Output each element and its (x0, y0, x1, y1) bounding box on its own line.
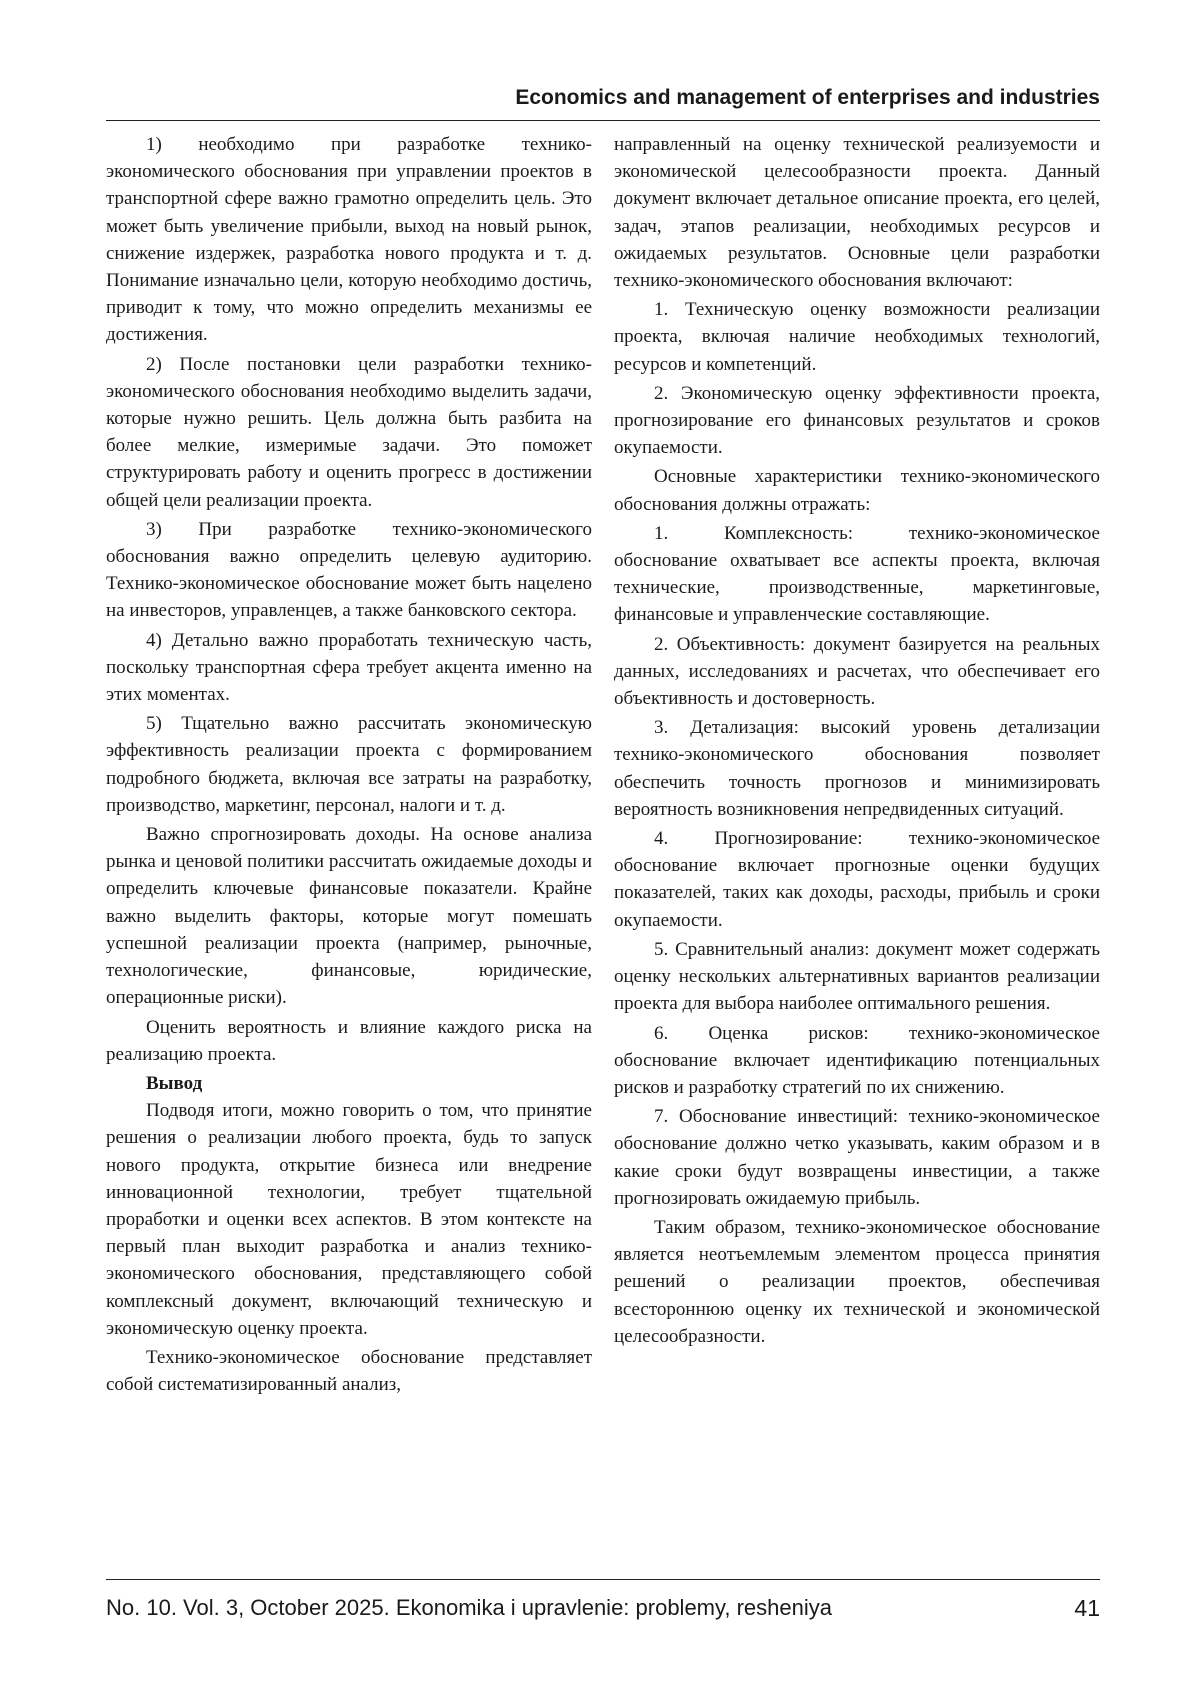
left-column (106, 131, 592, 1400)
list-item: 4. Прогнозирование: технико-экономическое обоснование включает прогнозные оценки будущих показателей, таких как доходы, расходы, прибыль и сроки окупаемости. (614, 828, 1100, 931)
list-item: 5. Сравнительный анализ: документ может содержать оценку нескольких альтернативных вариантов реализации проекта для выбора наиболее оптимального решения. (614, 938, 1100, 1015)
paragraph-continuation: направленный на оценку технической реализуемости и экономической целесообразности проекта. Данный документ включает детальное описание проекта, его целей, задач, этапов реализации, необходимых ресурсов и ожидаемых результатов. Основные цели разработки технико-экономического обоснования включают: (614, 134, 1100, 292)
list-item: 7. Обоснование инвестиций: технико-экономическое обоснование должно четко указывать, каким образом и в какие сроки будут возвращены инвестиции, а также прогнозировать ожидаемую прибыль. (614, 1106, 1100, 1209)
right-column (614, 131, 1100, 1352)
paragraph: Важно спрогнозировать доходы. На основе анализа рынка и ценовой политики рассчитать ожидаемые доходы и определить ключевые финансовые показатели. Крайне важно выделить факторы, которые могут помешать успешной реализации проекта (например, рыночные, технологические, финансовые, юридические, операционные риски). (106, 824, 592, 1009)
running-title: Economics and management of enterprises and industries (515, 86, 1100, 109)
list-item: 3. Детализация: высокий уровень детализации технико-экономического обоснования позволяет обеспечить точность прогнозов и минимизировать вероятность возникновения непредвиденных ситуаций. (614, 717, 1100, 820)
footer-rule (106, 1579, 1100, 1580)
paragraph: 1) необходимо при разработке технико-экономического обоснования при управлении проектов в транспортной сфере важно грамотно определить цель. Это может быть увеличение прибыли, выход на новый рынок, снижение издержек, разработка нового продукта и т. д. Понимание изначально цели, которую необходимо достичь, приводит к тому, что можно определить механизмы ее достижения. (106, 134, 592, 346)
journal-citation: No. 10. Vol. 3, October 2025. Ekonomika i upravlenie: problemy, resheniya (106, 1595, 832, 1620)
header-rule (106, 120, 1100, 121)
paragraph: 2) После постановки цели разработки технико-экономического обоснования необходимо выделить задачи, которые нужно решить. Цель должна быть разбита на более мелкие, измеримые задачи. Это поможет структурировать работу и оценить прогресс в достижении общей цели реализации проекта. (106, 353, 592, 511)
list-item: 1. Техническую оценку возможности реализации проекта, включая наличие необходимых технологий, ресурсов и компетенций. (614, 299, 1100, 375)
list-item: 2. Объективность: документ базируется на реальных данных, исследованиях и расчетах, что обеспечивает его объективность и достоверность. (614, 633, 1100, 710)
list-item: 6. Оценка рисков: технико-экономическое обоснование включает идентификацию потенциальных рисков и разработку стратегий по их снижению. (614, 1022, 1100, 1098)
footer (106, 1588, 1100, 1628)
paragraph: Оценить вероятность и влияние каждого риска на реализацию проекта. (106, 1016, 592, 1065)
paragraph: Основные характеристики технико-экономического обоснования должны отражать: (614, 466, 1100, 515)
paragraph: Таким образом, технико-экономическое обоснование является неотъемлемым элементом процесса принятия решений о реализации проектов, обеспечивая всестороннюю оценку их технической и экономической целесообразности. (614, 1216, 1100, 1347)
list-item: 2. Экономическую оценку эффективности проекта, прогнозирование его финансовых результатов и сроков окупаемости. (614, 382, 1100, 459)
conclusion-heading: Вывод (146, 1072, 203, 1094)
list-item: 1. Комплексность: технико-экономическое обоснование охватывает все аспекты проекта, включая технические, производственные, маркетинговые, финансовые и управленческие составляющие. (614, 522, 1100, 626)
page-number: 41 (1074, 1595, 1100, 1621)
paragraph: Подводя итоги, можно говорить о том, что принятие решения о реализации любого проекта, будь то запуск нового продукта, открытие бизнеса или внедрение инновационной технологии, требует тщательной проработки и оценки всех аспектов. В этом контексте на первый план выходит разработка и анализ технико-экономического обоснования, представляющего собой комплексный документ, включающий техническую и экономическую оценку проекта. (106, 1100, 592, 1339)
paragraph: Технико-экономическое обоснование представляет собой систематизированный анализ, (106, 1346, 592, 1396)
paragraph: 3) При разработке технико-экономического обоснования важно определить целевую аудиторию. Технико-экономическое обоснование может быть нацелено на инвесторов, управленцев, а также банковского сектора. (106, 518, 592, 622)
paragraph: 4) Детально важно проработать техническую часть, поскольку транспортная сфера требует акцента именно на этих моментах. (106, 629, 592, 706)
paragraph: 5) Тщательно важно рассчитать экономическую эффективность реализации проекта с формированием подробного бюджета, включая все затраты на разработку, производство, маркетинг, персонал, налоги и т. д. (106, 713, 592, 816)
